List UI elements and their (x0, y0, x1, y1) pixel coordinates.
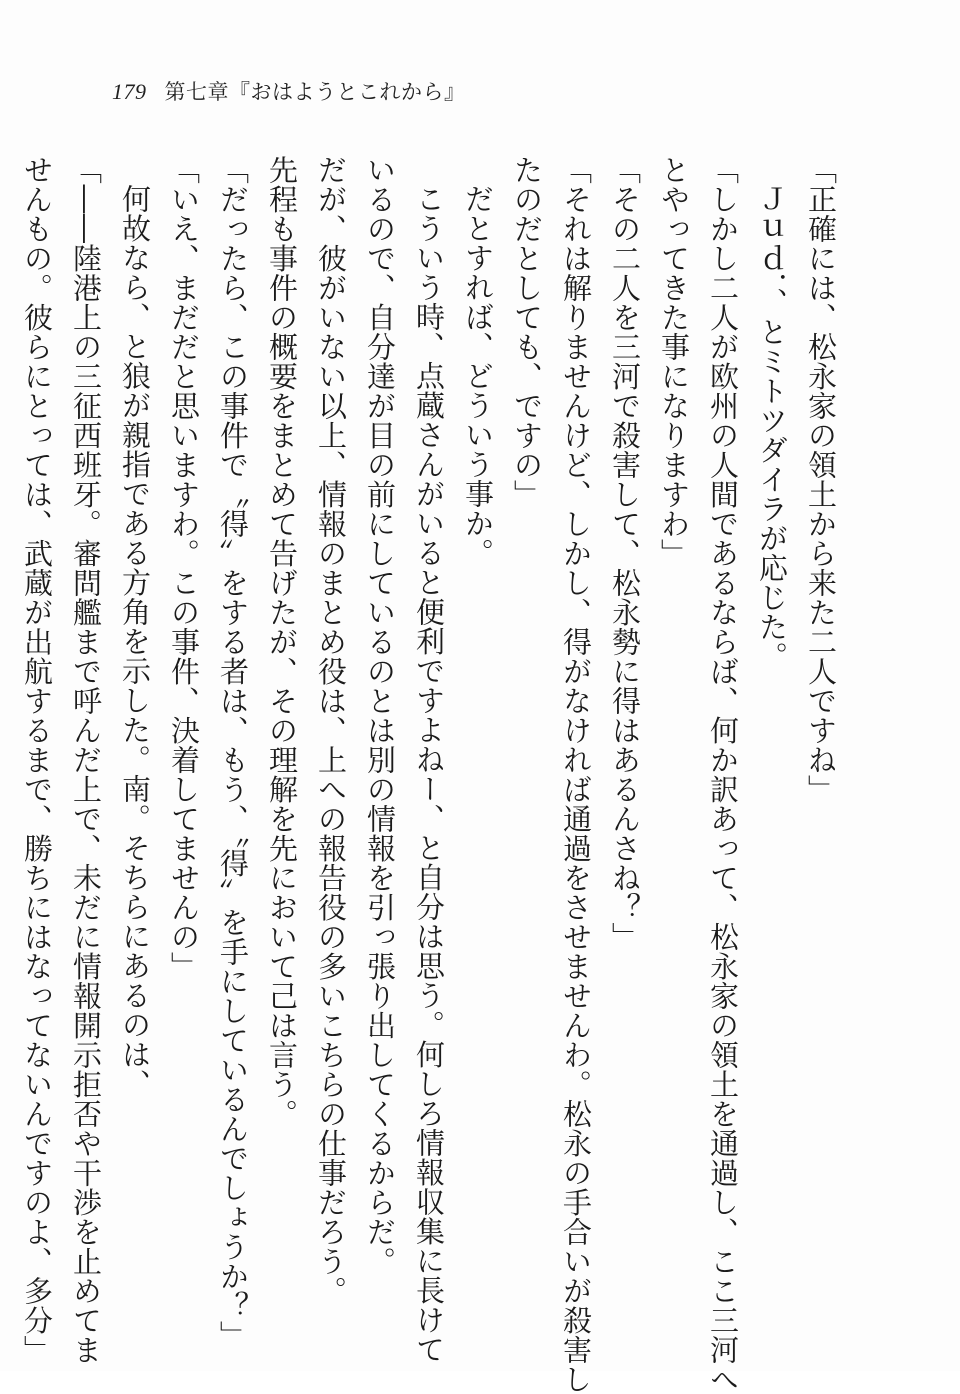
text-line: とやってきた事になりますわ」 (657, 155, 691, 568)
text-line: だが、彼がいない以上、情報のまとめ役は、上への報告役の多いこちらの仕事だろう。 (314, 155, 348, 1306)
vertical-text-block (20, 155, 845, 1394)
text-line: 「――陸港上の三征西班牙。審問艦まで呼んだ上で、未だに情報開示拒否や干渉を止めてま (69, 155, 103, 1365)
text-line: 「いえ、まだだと思いますわ。この事件、決着してませんの」 (167, 155, 201, 981)
text-line: 何故なら、と狼が親指である方角を示した。南。そちらにあるのは、 (118, 184, 152, 1099)
text-line: こういう時、点蔵さんがいると便利ですよねー、と自分は思う。何しろ情報収集に長けて (412, 184, 446, 1364)
chapter-title: 第七章『おはようとこれから』 (164, 80, 466, 104)
text-line: 「しかし二人が欧州の人間であるならば、何か訳あって、松永家の領土を通過し、ここ三河へ (706, 155, 740, 1394)
text-line: 「正確には、松永家の領土から来た二人ですね」 (804, 155, 838, 804)
page-number: 179 (112, 79, 147, 104)
text-line: せんもの。彼らにとっては、武蔵が出航するまで、勝ちにはなってないんですのよ、多分」 (20, 155, 54, 1365)
text-line: たのだとしても、ですの」 (510, 155, 544, 509)
text-line: 「その二人を三河で殺害して、松永勢に得はあるんさね？」 (608, 155, 642, 952)
page-header (112, 76, 466, 108)
text-line: いるので、自分達が目の前にしているのとは別の情報を引っ張り出してくるからだ。 (363, 155, 397, 1276)
text-line: 先程も事件の概要をまとめて告げたが、その理解を先において己は言う。 (265, 155, 299, 1129)
text-line: Ｊｕｄ．、とミトツダイラが応じた。 (755, 184, 789, 671)
text-line: だとすれば、どういう事か。 (461, 184, 495, 568)
text-line: 「だったら、この事件で〝得〟をする者は、もう、〝得〟を手にしているんでしょうか？」 (216, 155, 250, 1350)
text-line: 「それは解りませんけど、しかし、得がなければ通過をさせませんわ。松永の手合いが殺害し (559, 155, 593, 1394)
